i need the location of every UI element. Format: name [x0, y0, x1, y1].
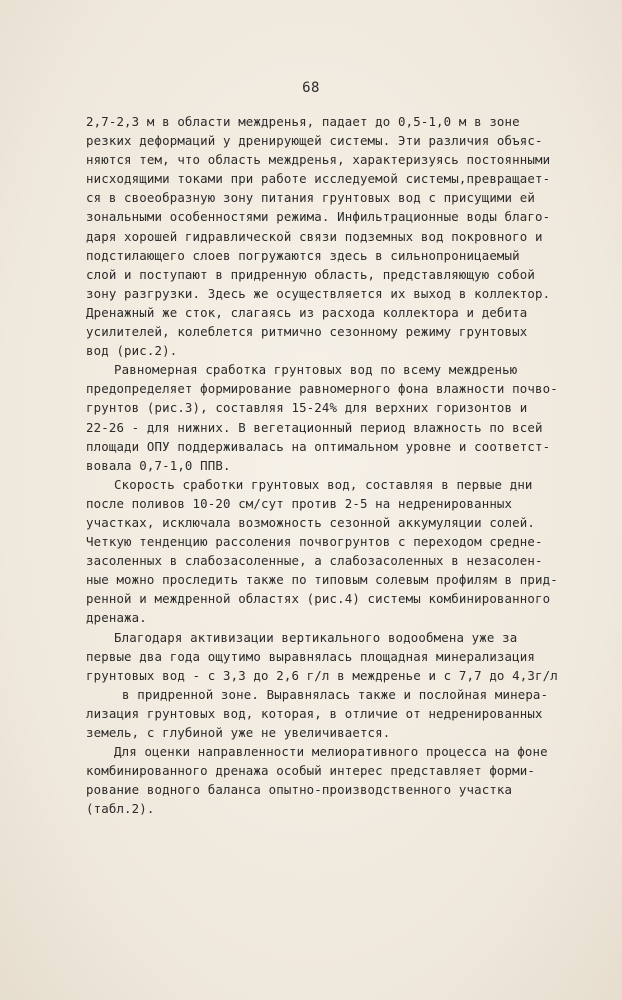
text-line: Четкую тенденцию рассоления почвогрунтов с переходом средне- — [86, 534, 543, 550]
text-line: земель, с глубиной уже не увеличивается. — [86, 725, 391, 740]
text-line: вовала 0,7-1,0 ППВ. — [86, 457, 231, 473]
text-line: участках, исключала возможность сезонной аккумуляции солей. — [86, 514, 535, 530]
text-line: усилителей, колеблется ритмично сезонному режиму грунтовых — [86, 324, 528, 340]
text-line: предопределяет формирование равномерного фона влажности почво- — [86, 381, 558, 397]
text-line: слой и поступают в придренную область, представляющую собой — [86, 266, 535, 282]
text-line: ные можно проследить также по типовым солевым профилям в прид- — [86, 572, 558, 588]
text-line: грунтовых вод - с 3,3 до 2,6 г/л в междренье и с 7,7 до 4,3г/л — [86, 667, 558, 683]
paragraph-start-line: Благодаря активизации вертикального водообмена уже за — [114, 629, 518, 645]
text-line: ся в своеобразную зону питания грунтовых вод с присущими ей — [86, 190, 535, 206]
text-line: резких деформаций у дренирующей системы. Эти различия объяс- — [86, 133, 543, 149]
paragraph-start-line: Для оценки направленности мелиоративного процесса на фоне — [114, 744, 548, 760]
text-line: нисходящими токами при работе исследуемой системы,превращает- — [86, 171, 551, 187]
text-line: 22-26 - для нижних. В вегетационный период влажность по всей — [86, 419, 543, 435]
text-line: грунтов (рис.3), составляя 15-24% для верхних горизонтов и — [86, 400, 528, 416]
text-line: зону разгрузки. Здесь же осуществляется их выход в коллектор. — [86, 285, 551, 301]
text-line: после поливов 10-20 см/сут против 2-5 на недренированных — [86, 495, 513, 511]
text-line: вод (рис.2). — [86, 343, 178, 359]
text-line: лизация грунтовых вод, которая, в отличие от недренированных — [86, 705, 543, 721]
text-line: (табл.2). — [86, 801, 155, 817]
text-line: Дренажный же сток, слагаясь из расхода коллектора и дебита — [86, 304, 528, 320]
text-line: первые два года ощутимо выравнялась площадная минерализация — [86, 648, 535, 664]
text-line: засоленных в слабозасоленные, а слабозасоленных в незасолен- — [86, 553, 543, 569]
paragraph-start-line: Равномерная сработка грунтовых вод по всему междренью — [114, 362, 518, 378]
paragraph-start-line: Скорость сработки грунтовых вод, составляя в первые дни — [114, 476, 533, 492]
page-number: 68 — [302, 80, 320, 96]
text-line: зональными особенностями режима. Инфильтрационные воды благо- — [86, 209, 551, 225]
text-line: подстилающего слоев погружаются здесь в сильнопроницаемый — [86, 247, 520, 263]
text-line: комбинированного дренажа особый интерес представляет форми- — [86, 763, 535, 779]
body-text — [86, 112, 586, 818]
text-line: площади ОПУ поддерживалась на оптимальном уровне и соответст- — [86, 438, 551, 454]
text-line: даря хорошей гидравлической связи подземных вод покровного и — [86, 228, 543, 244]
text-line: рование водного баланса опытно-производственного участка — [86, 782, 513, 798]
text-line: дренажа. — [86, 610, 147, 626]
text-line: в придренной зоне. Выравнялась также и послойная минера- — [122, 686, 549, 702]
text-line: 2,7-2,3 м в области междренья, падает до 0,5-1,0 м в зоне — [86, 114, 520, 129]
text-line: няются тем, что область междренья, характеризуясь постоянными — [86, 152, 551, 168]
text-line: ренной и междренной областях (рис.4) системы комбинированного — [86, 591, 551, 607]
